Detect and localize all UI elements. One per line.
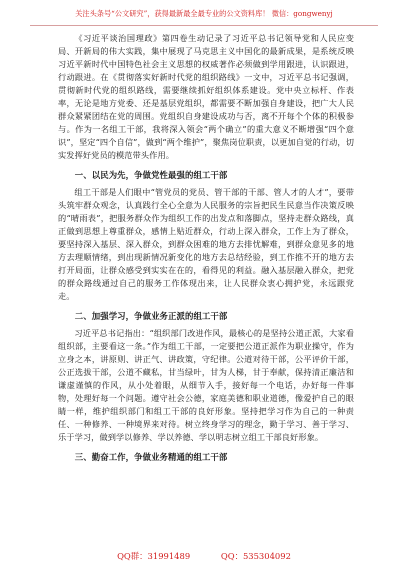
page-footer xyxy=(0,550,408,562)
section-title-2: 二、加强学习，争做业务正派的组工干部 xyxy=(74,311,228,321)
intro-paragraph: 《习近平谈治国理政》第四卷生动记录了习近平总书记领导党和人民应变局、开新局的伟大实践，集中展现了马克思主义中国化的最新成果，是系统反映习近平新时代中国特色社会主义思想的权威著作必须做到学用跟进，认识跟进，行动跟进。在《贯彻落实好新时代党的组织路线》一文中，习近平总书记强调，贯彻新时代党的组织路线，需要继续抓好组织体系建设。党中央立标杆、作表率，无论是地方党委、还是基层党组织，都需要不断加强自身建设，把广大人民群众紧紧团结在党的周围。党组织自身建设成功与否，离不开每个个体的积极参与。作为一名组工干部，我将深入领会“两个确立”的重大意义不断增强“四个意识”，坚定“四个自信”，做到“两个维护”，聚焦岗位职责，以更加自觉的行动，切实发挥好党员的模范带头作用。 xyxy=(58,33,354,160)
section-title-1: 一、以民为先，争做党性最强的组工干部 xyxy=(74,170,228,180)
header-text: 关注头条号“公文研究”，获得最新最全最专业的公文资料库！ 微信：gongwenyj xyxy=(75,9,333,18)
section-title-3: 三、勤奋工作，争做业务精通的组工干部 xyxy=(74,452,228,462)
page-header xyxy=(0,0,408,28)
section-text-1: 组工干部是人们眼中“管党员的党员、管干部的干部、管人才的人才”，要带头筑牢群众观念，认真践行全心全意为人民服务的宗旨把民生民意当作决策反映的“晴雨表”，把服务群众作为组织工作的出发点和落脚点，坚持走群众路线，真正做到思想上尊重群众，感情上贴近群众，行动上深入群众，工作上为了群众，要坚持深入基层、深入群众，到群众困难的地方去排忧解难，到群众意见多的地方去理顺情绪，到出现新情况新变化的地方去总结经验，到工作推不开的地方去打开局面，让群众感受到实实在在的，看得见的利益。融入基层融入群众，把党的群众路线通过自己的服务工作体现出来，让人民群众衷心拥护党，永远跟党走。 xyxy=(58,187,354,301)
footer-qq: QQ：535304092 xyxy=(220,551,291,561)
header-rule xyxy=(30,25,378,26)
document-body xyxy=(58,32,354,468)
section-text-2: 习近平总书记指出：“组织部门改进作风，最核心的是坚持公道正派，大家看组织部，主要看这一条。”作为组工干部，一定要把公道正派作为职业操守，作为立身之本，讲原则、讲正气、讲政策，守纪律。公道对待干部，公平评价干部，公正选拔干部，公道不藏私，甘当绿叶，甘为人梯，甘于奉献，保持清正廉洁和谦虚谨慎的作风，从小处着眼，从细节入手，接好每一个电话，办好每一件事物，处理好每一个问题。遵守社会公德，家庭美德和职业道德，像爱护自己的眼睛一样，维护组织部门和组工干部的良好形象。坚持把学习作为自己的一种责任、一种修养、一种境界来对待。树立终身学习的理念，勤于学习、善于学习、乐于学习，做到学以修养、学以养德、学以明志树立组工干部良好形象。 xyxy=(58,328,354,442)
footer-qq-group: QQ群：31991489 xyxy=(117,551,191,561)
